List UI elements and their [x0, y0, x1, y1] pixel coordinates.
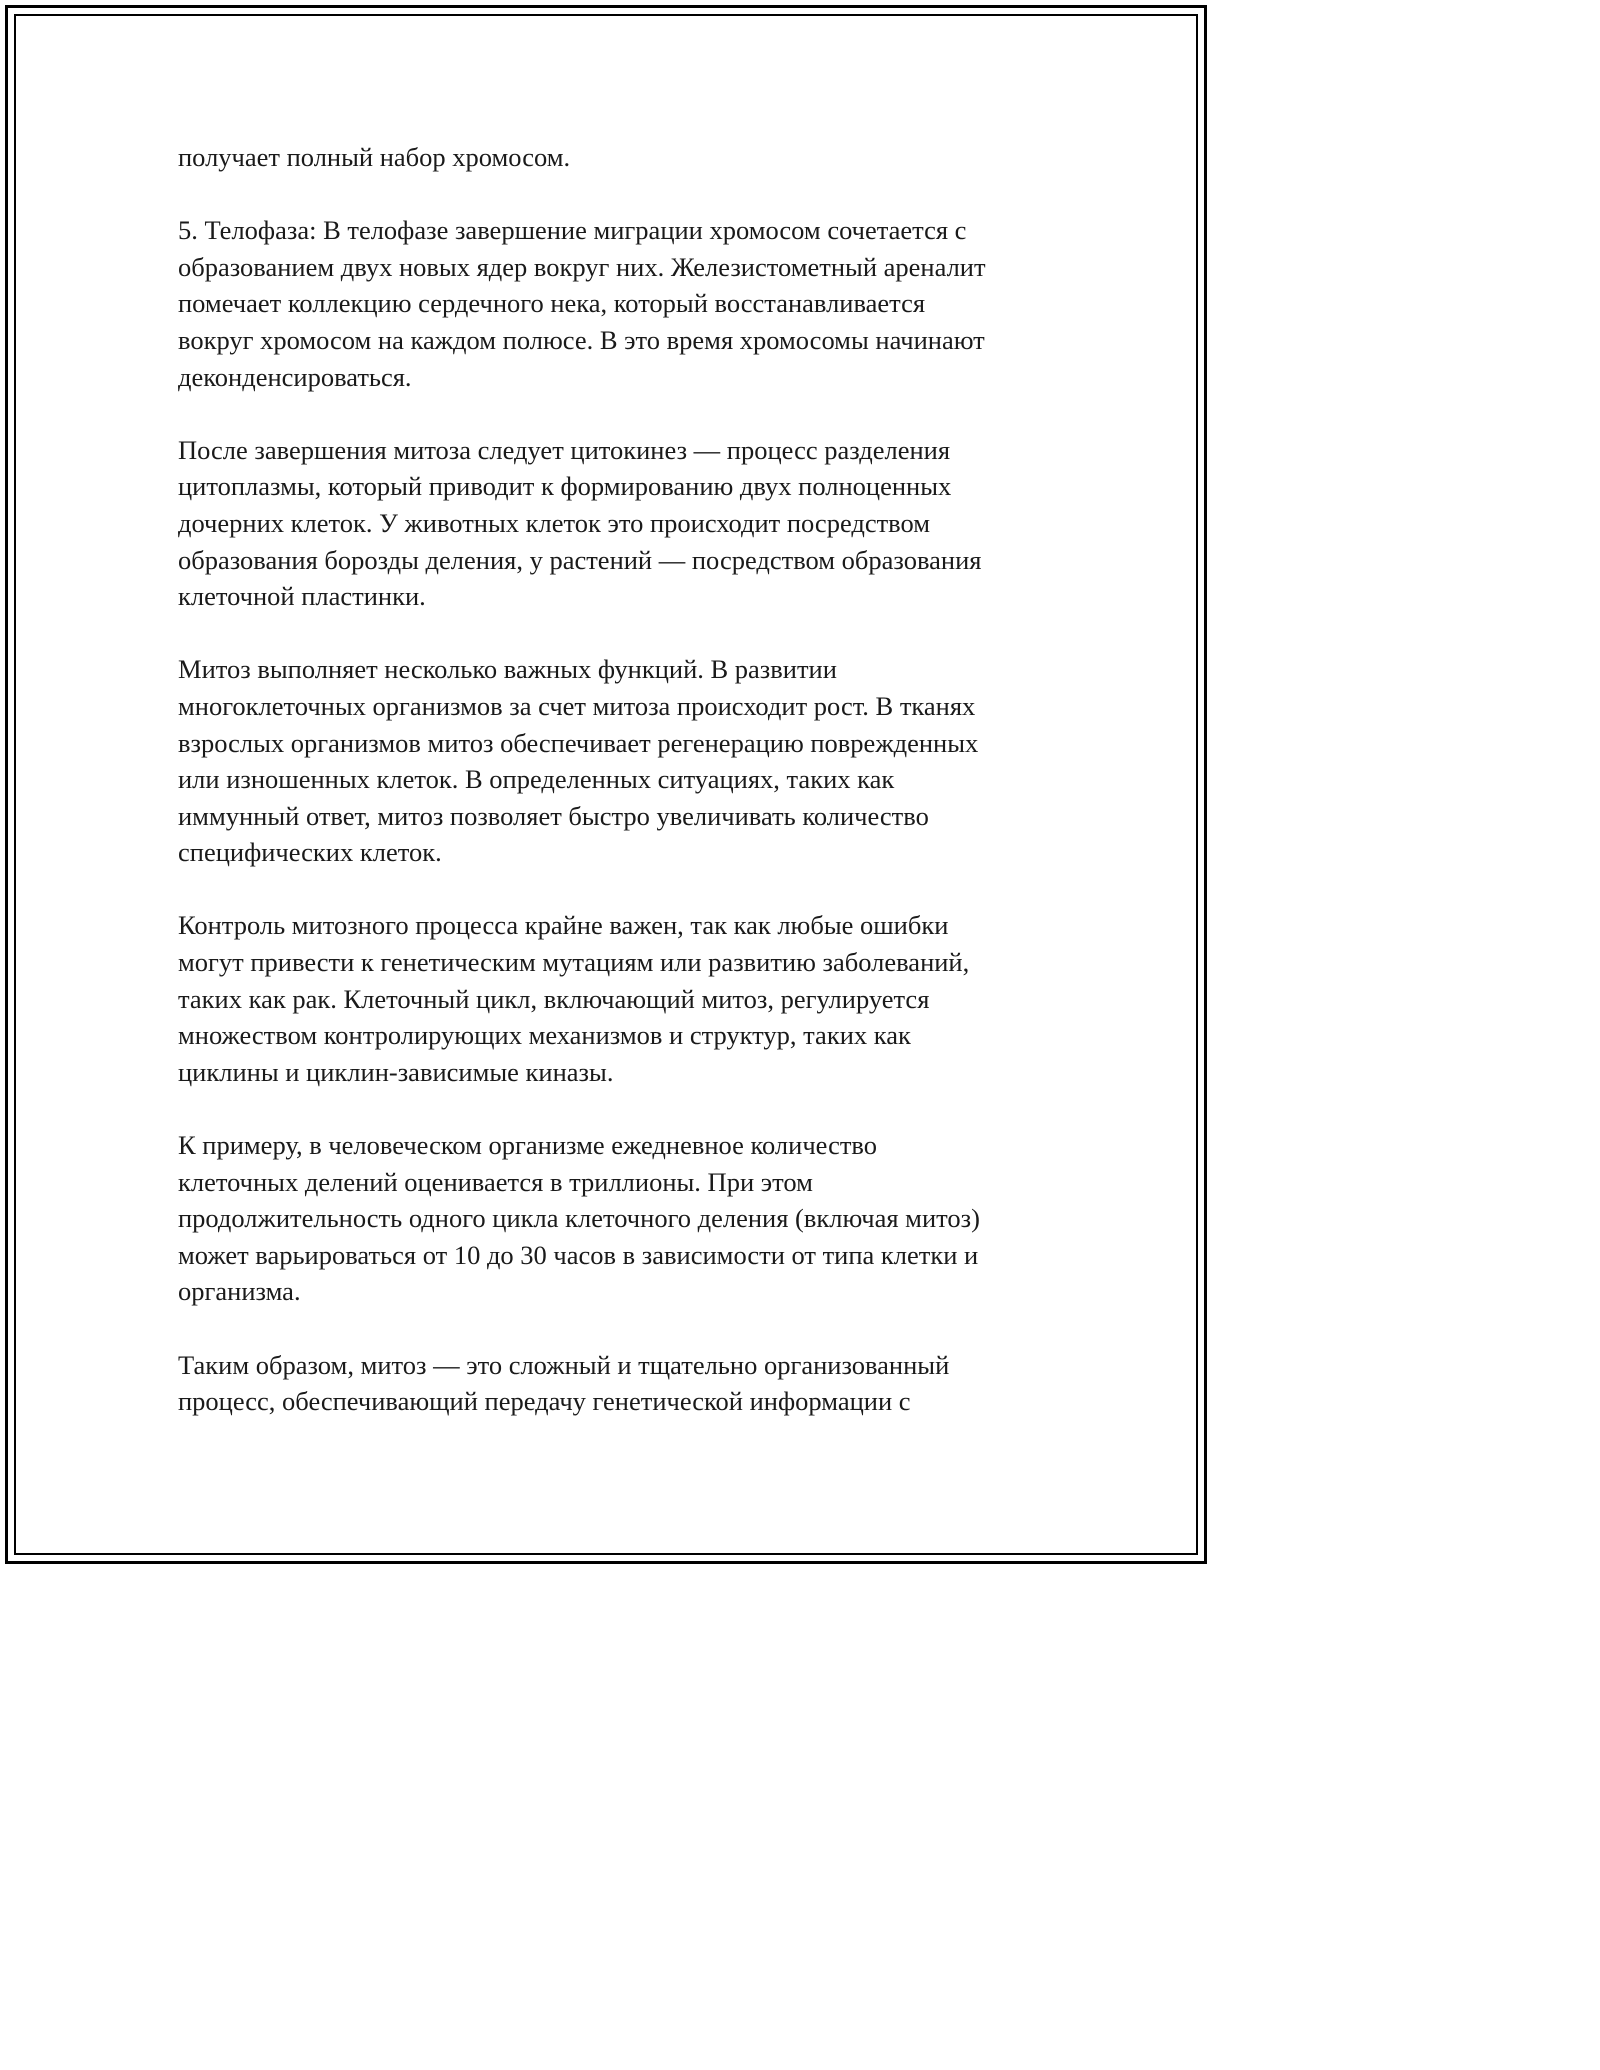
text-line: дочерних клеток. У животных клеток это происходит посредством [178, 507, 931, 538]
paragraph-conclusion [178, 1347, 1038, 1420]
text-line: помечает коллекцию сердечного нека, который восстанавливается [178, 288, 926, 319]
text-line: Таким образом, митоз — это сложный и тщательно организованный [178, 1349, 950, 1380]
text-line: таких как рак. Клеточный цикл, включающий митоз, регулируется [178, 983, 930, 1014]
text-line: вокруг хромосом на каждом полюсе. В это время хромосомы начинают [178, 324, 985, 355]
text-line: получает полный набор хромосом. [178, 142, 571, 172]
text-line: многоклеточных организмов за счет митоза происходит рост. В тканях [178, 690, 976, 721]
text-line: продолжительность одного цикла клеточного деления (включая митоз) [178, 1203, 980, 1234]
text-line: взрослых организмов митоз обеспечивает регенерацию поврежденных [178, 727, 979, 758]
text-line: может варьироваться от 10 до 30 часов в зависимости от типа клетки и [178, 1239, 979, 1270]
text-line: процесс, обеспечивающий передачу генетической информации с [178, 1386, 911, 1417]
paragraph-cytokinesis [178, 432, 1038, 615]
text-line: Контроль митозного процесса крайне важен, так как любые ошибки [178, 910, 949, 941]
text-line: циклины и циклин-зависимые киназы. [178, 1056, 614, 1087]
paragraph-spacer [178, 1310, 1038, 1347]
text-line: или изношенных клеток. В определенных ситуациях, таких как [178, 764, 895, 795]
text-line: клеточных делений оценивается в триллионы. При этом [178, 1166, 813, 1197]
text-line: специфических клеток. [178, 837, 442, 868]
text-line: клеточной пластинки. [178, 581, 426, 612]
paragraph-telophase [178, 212, 1038, 395]
paragraph-1-continuation [178, 139, 1038, 176]
paragraph-functions [178, 651, 1038, 871]
paragraph-spacer [178, 615, 1038, 652]
text-line: 5. Телофаза: В телофазе завершение миграции хромосом сочетается с [178, 215, 967, 246]
text-line: иммунный ответ, митоз позволяет быстро увеличивать количество [178, 800, 929, 831]
paragraph-spacer [178, 1090, 1038, 1127]
document-body [178, 139, 1038, 1420]
paragraph-spacer [178, 395, 1038, 432]
text-line: К примеру, в человеческом организме ежедневное количество [178, 1130, 878, 1161]
paragraph-spacer [178, 871, 1038, 908]
text-line: могут привести к генетическим мутациям или развитию заболеваний, [178, 947, 970, 978]
text-line: множеством контролирующих механизмов и структур, таких как [178, 1020, 911, 1051]
text-line: цитоплазмы, который приводит к формированию двух полноценных [178, 471, 952, 502]
paragraph-example [178, 1127, 1038, 1310]
text-line: образованием двух новых ядер вокруг них. Железистометный ареналит [178, 251, 986, 282]
text-line: Митоз выполняет несколько важных функций. В развитии [178, 654, 837, 685]
text-line: После завершения митоза следует цитокинез — процесс разделения [178, 434, 951, 465]
text-line: организма. [178, 1276, 301, 1307]
paragraph-control [178, 907, 1038, 1090]
paragraph-spacer [178, 176, 1038, 213]
text-line: образования борозды деления, у растений — посредством образования [178, 544, 982, 575]
text-line: деконденсироваться. [178, 361, 412, 392]
